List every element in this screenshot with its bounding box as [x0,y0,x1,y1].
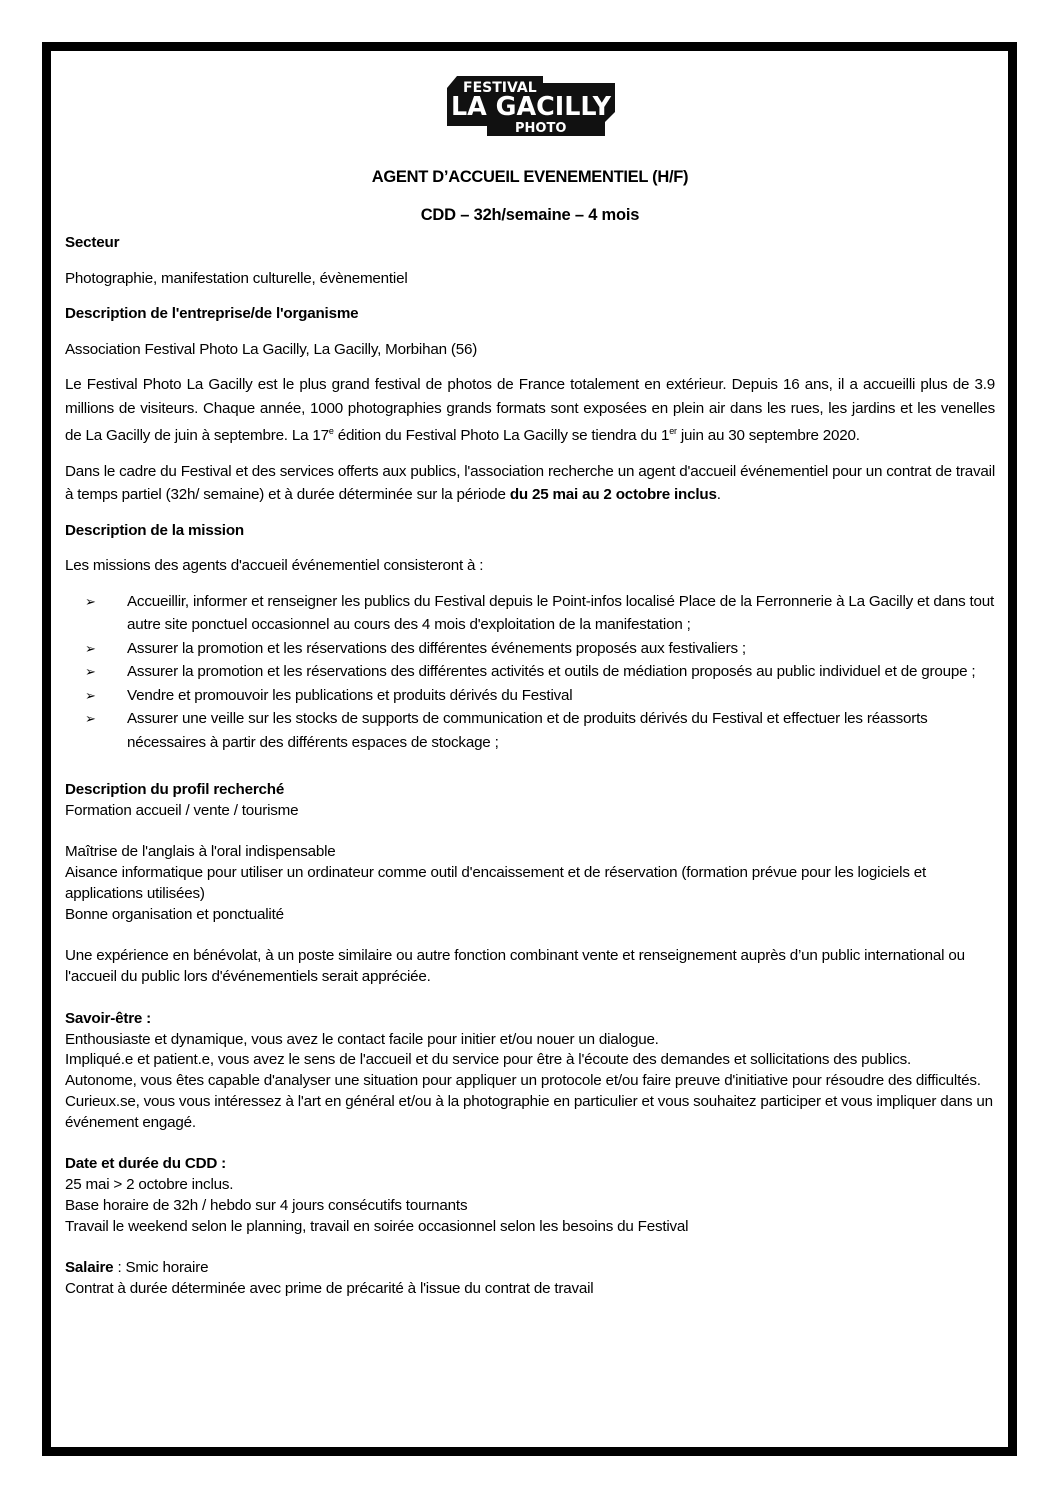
festival-desc-part2: édition du Festival Photo La Gacilly se tiendra du 1 [333,427,670,445]
festival-logo [443,70,619,140]
duree-item: Travail le weekend selon le planning, travail en soirée occasionnel selon les besoins du Festival [65,1217,689,1235]
profil-heading: Description du profil recherché [65,781,285,799]
mission-list [65,590,995,755]
logo-line1: FESTIVAL [463,80,537,96]
profil-line: Formation accueil / vente / tourisme [65,801,299,819]
sup-e: e [328,426,334,436]
list-item [65,637,995,661]
secteur-heading: Secteur [65,234,120,251]
mission-item-text: Assurer une veille sur les stocks de supports de communication et de produits dérivés du Festival et effectuer les réassorts nécessaires à partir des différents espaces de stockage ; [127,710,928,751]
salaire-value: : Smic horaire [113,1259,209,1277]
festival-desc-part3: juin au 30 septembre 2020. [676,427,860,445]
page-title: AGENT D’ACCUEIL EVENEMENTIEL (H/F) [371,168,689,186]
savoir-heading: Savoir-être : [65,1009,152,1027]
sup-er: er [669,426,677,436]
profil-section [65,780,995,1300]
festival-desc-part1: Le Festival Photo La Gacilly est le plus grand festival de photos de France totalement en extérieur. Depuis 16 ans, il a accueilli plus de 3.9 millions de visiteurs. Chaque année, 1000 photographies grands formats sont exposées en plein air dans les rues, les jardins et les venelles de La Gacilly de juin à septembre. La 17 [65,376,995,445]
salaire-detail: Contrat à durée déterminée avec prime de précarité à l'issue du contrat de travail [65,1280,594,1298]
recruitment-paragraph [65,460,995,507]
mission-item-text: Assurer la promotion et les réservations des différentes événements proposés aux festivaliers ; [127,639,746,657]
arrow-bullet-icon: ➢ [85,687,96,703]
mission-heading: Description de la mission [65,521,244,539]
savoir-item: Autonome, vous êtes capable d'analyser une situation pour appliquer un protocole et/ou faire preuve d'initiative pour résoudre des difficultés. [65,1072,981,1090]
profil-line: Maîtrise de l'anglais à l'oral indispensable [65,843,336,861]
arrow-bullet-icon: ➢ [85,711,96,727]
recruitment-period: du 25 mai au 2 octobre inclus [509,486,717,504]
recruitment-end: . [716,486,721,504]
arrow-bullet-icon: ➢ [85,640,96,656]
contract-subtitle: CDD – 32h/semaine – 4 mois [420,205,640,224]
savoir-item: Impliqué.e et patient.e, vous avez le sens de l'accueil et du service pour être à l'écoute des demandes et sollicitations des publics. [65,1051,912,1069]
profil-line: Aisance informatique pour utiliser un ordinateur comme outil d'encaissement et de réservation (formation prévue pour les logiciels et applications utilisées) [65,864,927,903]
duree-item: 25 mai > 2 octobre inclus. [65,1176,234,1194]
profil-line: Une expérience en bénévolat, à un poste similaire ou autre fonction combinant vente et renseignement auprès d’un public international ou l'accueil du public lors d'événementiels serait appréciée. [65,947,965,986]
mission-item-text: Assurer la promotion et les réservations des différentes activités et outils de médiation proposés au public individuel et de groupe ; [127,663,976,681]
festival-description [65,373,995,448]
secteur-text: Photographie, manifestation culturelle, évènementiel [65,269,408,287]
list-item [65,684,995,708]
savoir-item: Enthousiaste et dynamique, vous avez le contact facile pour initier et/ou nouer un dialogue. [65,1030,659,1048]
recruitment-text: Dans le cadre du Festival et des services offerts aux publics, l'association recherche un agent d'accueil événementiel pour un contrat de travail à temps partiel (32h/ semaine) et à durée déterminée sur la période [65,462,995,504]
savoir-item: Curieux.se, vous vous intéressez à l'art en général et/ou à la photographie en particulier et vous souhaitez participer et vous impliquer dans un événement engagé. [65,1093,993,1131]
arrow-bullet-icon: ➢ [85,664,96,680]
salaire-label: Salaire [65,1259,114,1277]
entreprise-heading: Description de l'entreprise/de l'organisme [65,305,359,322]
list-item [65,707,995,754]
logo-line2: LA GACILLY [451,92,613,122]
list-item [65,590,995,637]
profil-line: Bonne organisation et ponctualité [65,905,284,923]
arrow-bullet-icon: ➢ [85,593,96,609]
entreprise-line: Association Festival Photo La Gacilly, La Gacilly, Morbihan (56) [65,340,478,358]
mission-item-text: Accueillir, informer et renseigner les publics du Festival depuis le Point-infos localisé Place de la Ferronnerie à La Gacilly et dans tout autre site ponctuel occasionnel au cours des 4 mois d'exploitation de la manifestation ; [127,592,995,634]
mission-item-text: Vendre et promouvoir les publications et produits dérivés du Festival [127,686,573,704]
duree-heading: Date et durée du CDD : [65,1155,226,1173]
salaire-line [65,1258,995,1279]
duree-item: Base horaire de 32h / hebdo sur 4 jours consécutifs tournants [65,1197,468,1214]
mission-intro: Les missions des agents d'accueil événementiel consisteront à : [65,557,484,575]
logo-line3: PHOTO [515,121,567,136]
logo-graphic [443,70,619,140]
list-item [65,660,995,684]
job-posting [65,166,995,1300]
